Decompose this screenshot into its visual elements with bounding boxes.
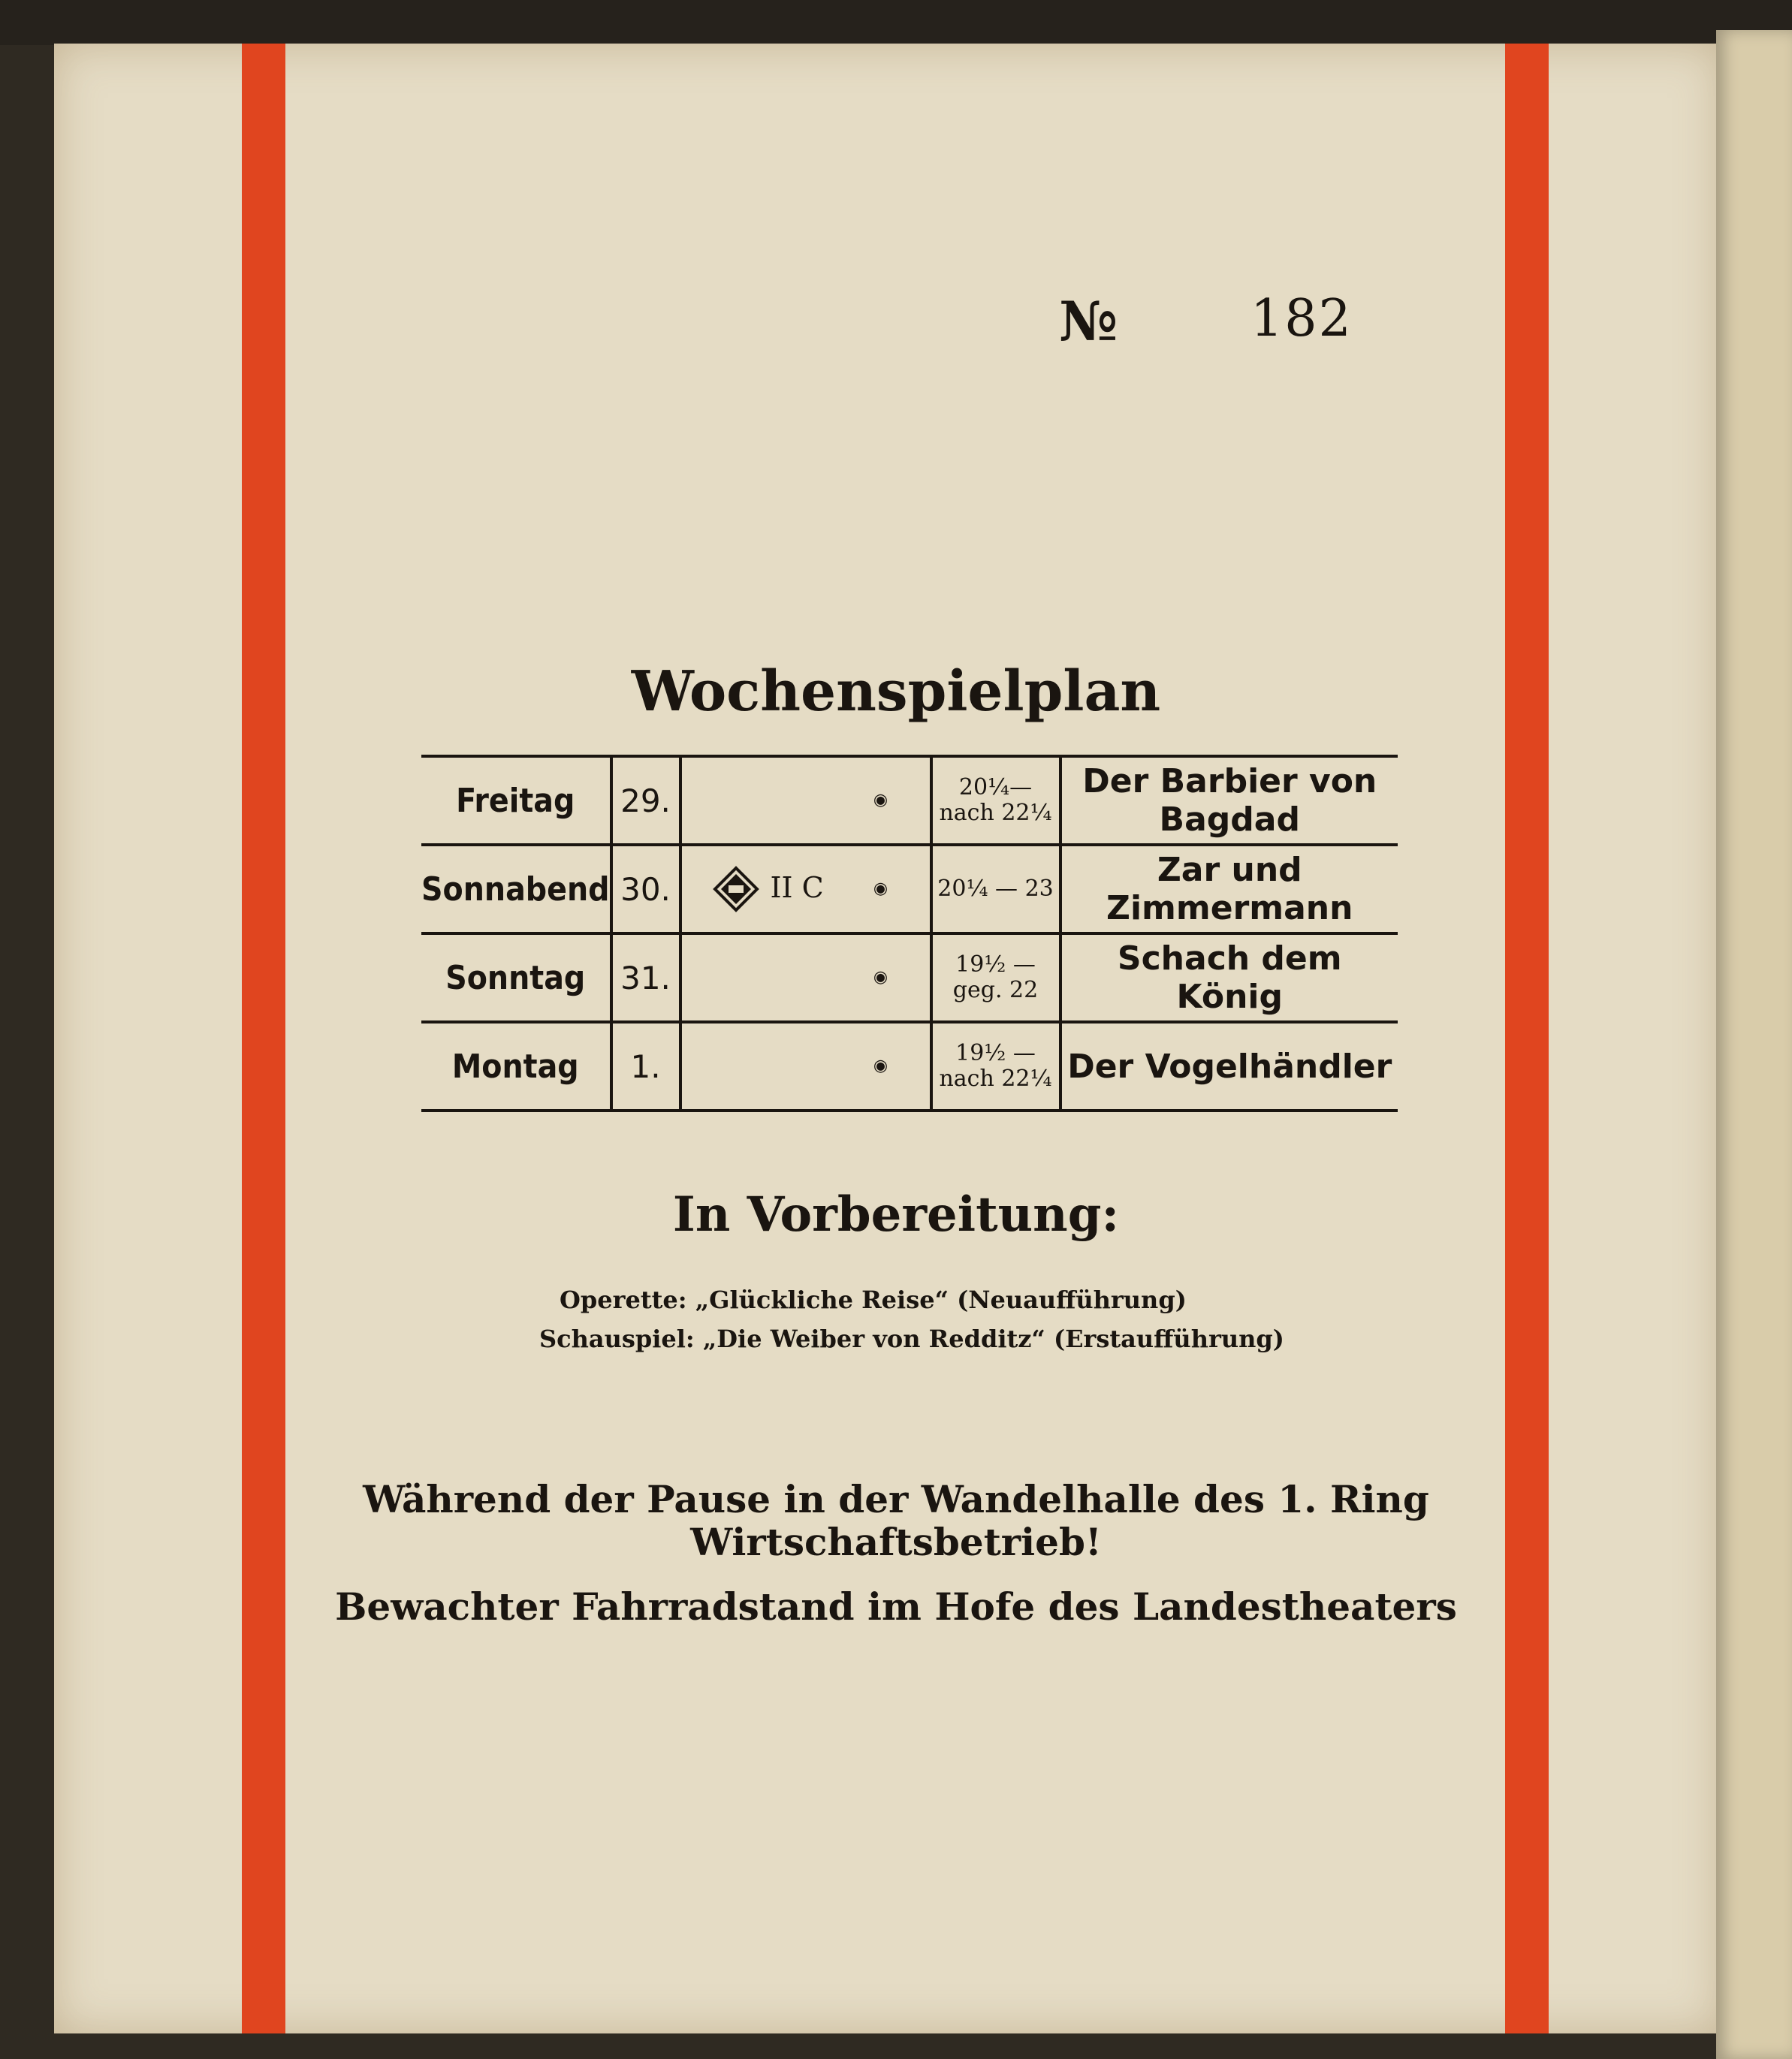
- dot-icon: ◉: [873, 1057, 888, 1075]
- dot-icon: ◉: [873, 879, 888, 898]
- time-cell: [931, 1022, 1060, 1111]
- title-cell: Der Barbier von Bagdad: [1060, 756, 1398, 845]
- time-end: geg. 22: [952, 977, 1039, 1003]
- dot-icon: ◉: [873, 968, 888, 987]
- preparation-heading: In Vorbereitung:: [672, 1186, 1120, 1243]
- theater-badge-icon: [712, 865, 760, 913]
- preparation-category: Schauspiel:: [539, 1325, 695, 1353]
- time-end: nach 22¼: [939, 1066, 1052, 1092]
- left-red-stripe: [242, 44, 285, 2033]
- page-title: Wochenspielplan: [631, 659, 1161, 724]
- preparation-item: [539, 1325, 1290, 1353]
- number-value: 182: [1250, 289, 1353, 348]
- ring-label: II C: [770, 871, 824, 904]
- table-row: [421, 845, 1398, 933]
- time-cell: [931, 756, 1060, 845]
- time-end: nach 22¼: [939, 800, 1052, 826]
- mark-cell: [680, 1022, 931, 1111]
- next-page-edge: [1716, 30, 1792, 2059]
- day-cell: Sonnabend: [421, 845, 611, 933]
- date-cell: 31.: [611, 933, 680, 1022]
- notice-line: Bewachter Fahrradstand im Hofe des Landestheaters: [335, 1584, 1457, 1629]
- time-start: 19½ —: [955, 1040, 1036, 1066]
- table-row: [421, 756, 1398, 845]
- preparation-text: „Glückliche Reise“ (Neuaufführung): [695, 1286, 1187, 1314]
- date-cell: 30.: [611, 845, 680, 933]
- notice-line: Während der Pause in der Wandelhalle des 1. Ring: [363, 1477, 1429, 1521]
- date-cell: 29.: [611, 756, 680, 845]
- title-cell: Zar und Zimmermann: [1060, 845, 1398, 933]
- time-start: 20¼ — 23: [937, 876, 1054, 902]
- preparation-item: [560, 1286, 1311, 1314]
- mark-cell: [680, 756, 931, 845]
- title-cell: Schach dem König: [1060, 933, 1398, 1022]
- date-cell: 1.: [611, 1022, 680, 1111]
- time-cell: [931, 933, 1060, 1022]
- time-start: 19½ —: [955, 951, 1036, 978]
- scan-background: [0, 0, 1792, 45]
- table-row: [421, 1022, 1398, 1111]
- time-cell: [931, 845, 1060, 933]
- notice-line: Wirtschaftsbetrieb!: [690, 1520, 1102, 1564]
- preparation-category: Operette:: [560, 1286, 687, 1314]
- dot-icon: ◉: [873, 791, 888, 809]
- time-start: 20¼—: [958, 774, 1033, 800]
- day-cell: Freitag: [421, 756, 611, 845]
- title-cell: Der Vogelhändler: [1060, 1022, 1398, 1111]
- table-row: [421, 933, 1398, 1022]
- right-red-stripe: [1505, 44, 1549, 2033]
- mark-cell: [680, 933, 931, 1022]
- preparation-text: „Die Weiber von Redditz“ (Erstaufführung): [702, 1325, 1284, 1353]
- day-cell: Sonntag: [421, 933, 611, 1022]
- schedule-table: [421, 755, 1398, 1112]
- number-sign: №: [1059, 289, 1118, 353]
- mark-cell: [680, 845, 931, 933]
- day-cell: Montag: [421, 1022, 611, 1111]
